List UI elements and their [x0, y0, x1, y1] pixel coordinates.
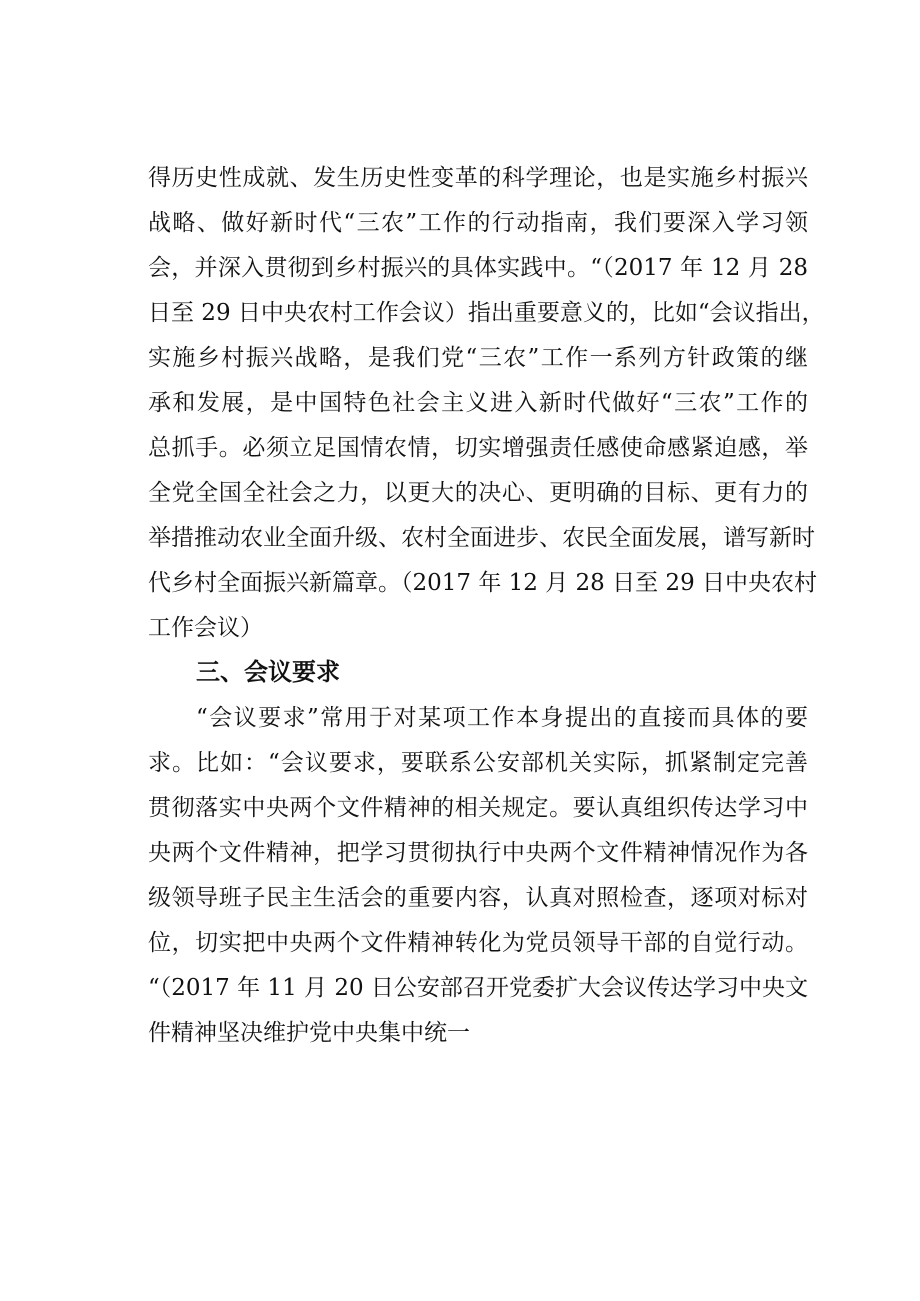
paragraph-line: 战略、做好新时代“三农”工作的行动指南，我们要深入学习领 — [148, 210, 808, 236]
paragraph-line: 求。比如：“会议要求，要联系公安部机关实际，抓紧制定完善 — [148, 750, 808, 776]
paragraph-line: “会议要求”常用于对某项工作本身提出的直接而具体的要 — [196, 705, 808, 731]
paragraph-line: 实施乡村振兴战略，是我们党“三农”工作一系列方针政策的继 — [148, 345, 808, 371]
paragraph-line: 日至 29 日中央农村工作会议）指出重要意义的，比如“会议指出， — [148, 300, 825, 326]
section-heading: 三、会议要求 — [196, 658, 340, 686]
paragraph-line: 贯彻落实中央两个文件精神的相关规定。要认真组织传达学习中 — [148, 795, 808, 821]
paragraph-line: 全党全国全社会之力，以更大的决心、更明确的目标、更有力的 — [148, 480, 808, 506]
paragraph-line: 位，切实把中央两个文件精神转化为党员领导干部的自觉行动。 — [148, 930, 808, 956]
paragraph-line: 级领导班子民主生活会的重要内容，认真对照检查，逐项对标对 — [148, 885, 808, 911]
paragraph-line: 总抓手。必须立足国情农情，切实增强责任感使命感紧迫感，举 — [148, 435, 808, 461]
paragraph-line: 承和发展，是中国特色社会主义进入新时代做好“三农”工作的 — [148, 390, 808, 416]
paragraph-line: 代乡村全面振兴新篇章。（2017 年 12 月 28 日至 29 日中央农村 — [148, 570, 818, 596]
paragraph-line: 会，并深入贯彻到乡村振兴的具体实践中。“（2017 年 12 月 28 — [148, 255, 808, 281]
paragraph-line: “（2017 年 11 月 20 日公安部召开党委扩大会议传达学习中央文 — [148, 975, 808, 1001]
paragraph-line: 央两个文件精神，把学习贯彻执行中央两个文件精神情况作为各 — [148, 840, 808, 866]
paragraph-line: 举措推动农业全面升级、农村全面进步、农民全面发展，谱写新时 — [148, 525, 815, 551]
paragraph-line: 件精神坚决维护党中央集中统一 — [148, 1020, 470, 1046]
paragraph-line: 得历史性成就、发生历史性变革的科学理论，也是实施乡村振兴 — [148, 165, 808, 191]
paragraph-line: 工作会议） — [148, 615, 263, 641]
